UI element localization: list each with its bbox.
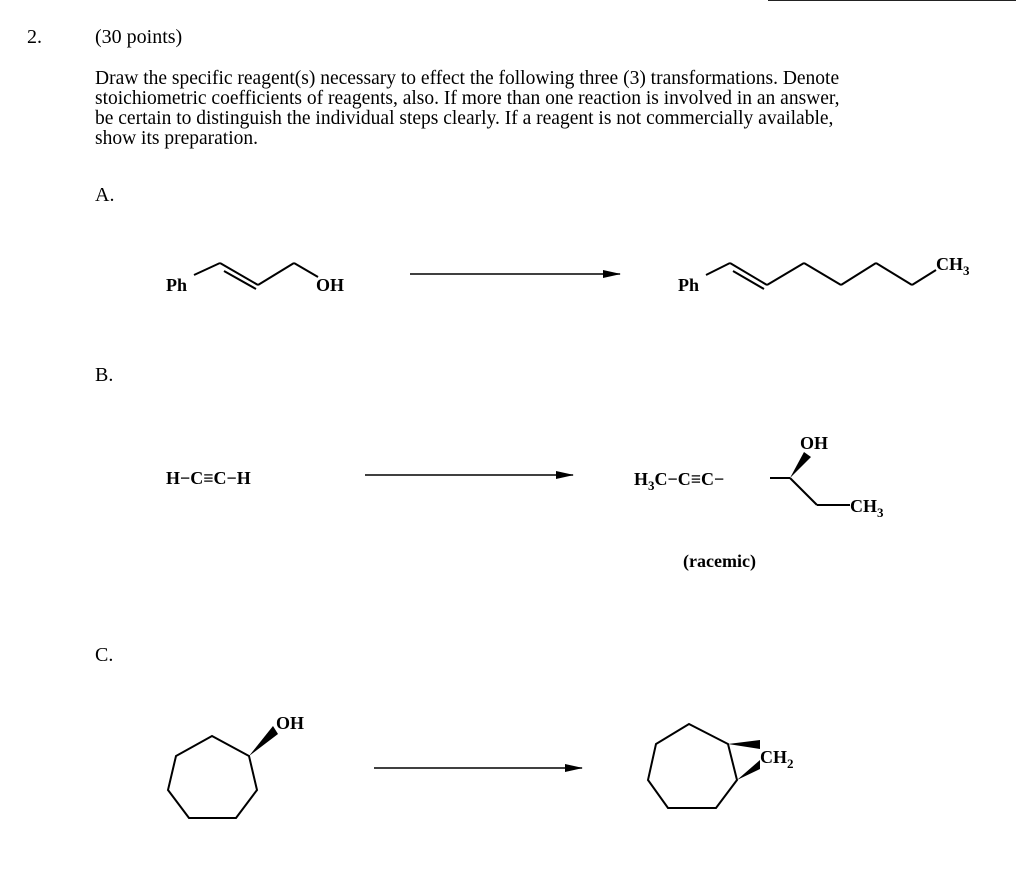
instruction-line: stoichiometric coefficients of reagents, also. If more than one reaction is involved in an answer, — [95, 88, 840, 109]
methyl-label: $CH_3$ — [850, 496, 884, 520]
bond — [730, 263, 767, 285]
methylene-label: $CH_2$ — [760, 747, 794, 771]
instruction-line: show its preparation. — [95, 128, 259, 149]
bond — [876, 263, 912, 285]
bond — [194, 263, 220, 275]
part-a-product — [678, 254, 970, 295]
part-c-label: C. — [95, 644, 114, 666]
racemic-note: (racemic) — [683, 551, 756, 571]
question-number: 2. — [27, 26, 42, 48]
part-c-product — [648, 724, 794, 808]
hydroxyl-label: OH — [276, 713, 305, 733]
bond — [912, 270, 936, 285]
stereo-wedge-bond — [737, 760, 760, 780]
cycloheptane-ring — [648, 724, 737, 808]
part-a-reactant — [166, 263, 344, 295]
cycloheptane-ring — [168, 736, 257, 818]
phenyl-label: Ph — [166, 275, 188, 295]
part-b-label: B. — [95, 364, 114, 386]
bond — [706, 263, 730, 275]
propynyl-label: $H_3C-C\equiv C-$ — [634, 469, 725, 493]
part-c-reactant — [168, 713, 304, 818]
acetylene-formula: H−C≡C−H — [166, 468, 251, 488]
stereo-wedge-bond — [728, 740, 760, 749]
part-b-product — [634, 433, 884, 572]
phenyl-label: Ph — [678, 275, 700, 295]
bond — [258, 263, 294, 285]
bond — [804, 263, 841, 285]
bond — [767, 263, 804, 285]
question-points: (30 points) — [95, 26, 183, 48]
bond — [790, 478, 817, 505]
methyl-label: $CH_3$ — [936, 254, 970, 278]
stereo-wedge-bond — [249, 726, 278, 756]
bond — [294, 263, 318, 277]
part-a-label: A. — [95, 184, 115, 206]
hydroxyl-label: OH — [316, 275, 345, 295]
bond — [841, 263, 876, 285]
bond — [220, 263, 258, 285]
hydroxyl-label: OH — [800, 433, 829, 453]
instruction-line: Draw the specific reagent(s) necessary to effect the following three (3) transformations. Denote — [95, 68, 840, 89]
stereo-wedge-bond — [790, 452, 811, 478]
instruction-line: be certain to distinguish the individual steps clearly. If a reagent is not commercially available, — [95, 108, 834, 129]
